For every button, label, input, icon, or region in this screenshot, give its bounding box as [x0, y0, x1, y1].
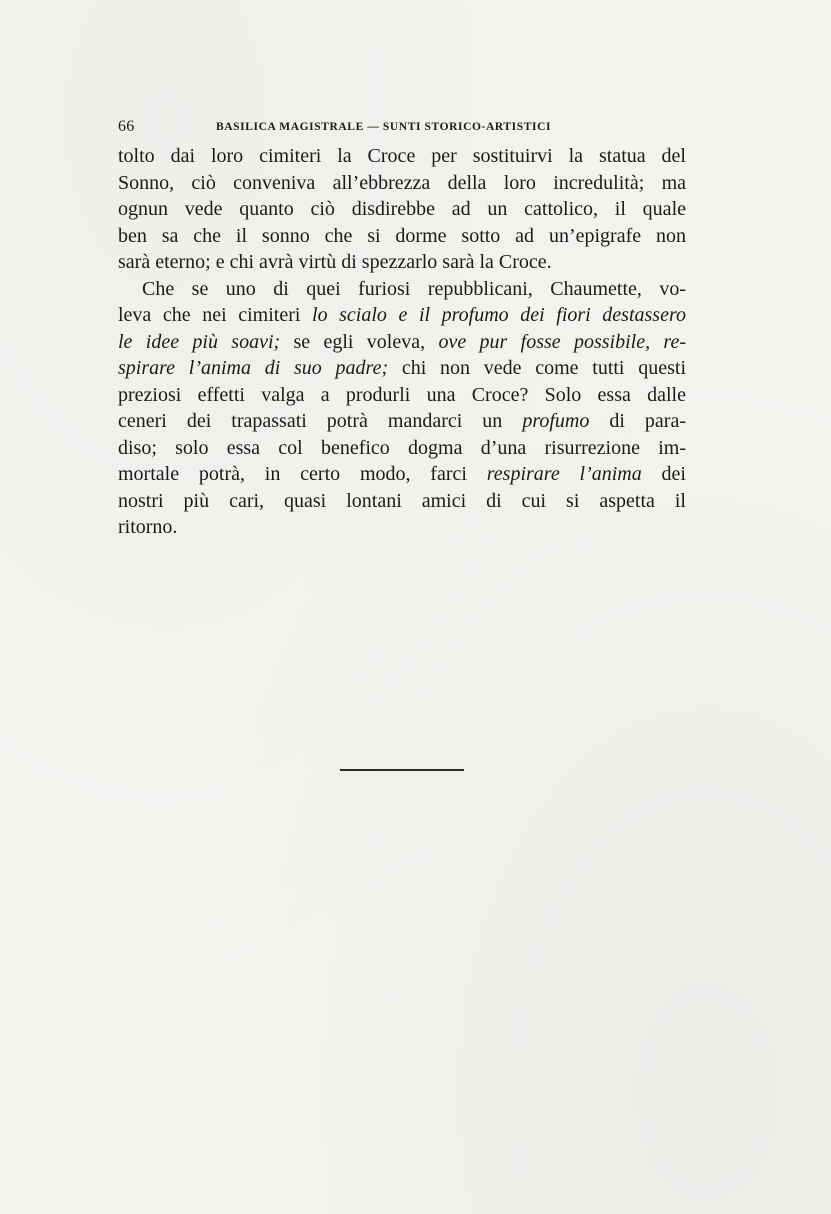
text-segment: ben sa che il sonno che si dorme sotto ad un’epigrafe non — [118, 224, 686, 247]
text-segment: chi non vede come tutti questi — [388, 357, 686, 379]
text-line — [118, 143, 686, 170]
text-line — [118, 223, 686, 250]
text-segment: sarà eterno; e chi avrà virtù di spezzarlo sarà la Croce. — [118, 251, 552, 273]
text-segment: leva che nei cimiteri — [118, 304, 313, 326]
italic-phrase: spirare l’anima di suo padre; — [118, 357, 389, 379]
text-segment: di para- — [589, 410, 686, 432]
italic-phrase: ove pur fosse possibile, re- — [438, 330, 686, 353]
text-line — [118, 488, 686, 515]
text-segment: dei — [641, 463, 686, 485]
text-line — [118, 435, 686, 462]
running-header — [118, 118, 686, 138]
text-line — [118, 276, 686, 303]
text-segment: se egli voleva, — [280, 330, 439, 353]
text-segment: ritorno. — [118, 516, 178, 538]
text-line — [118, 302, 686, 329]
text-segment: ceneri dei trapassati potrà mandarci un — [118, 410, 523, 432]
text-line — [118, 249, 686, 276]
text-line — [118, 461, 686, 488]
italic-phrase: respirare l’anima — [486, 463, 642, 485]
text-segment: nostri più cari, quasi lontani amici di cui si aspetta il — [118, 489, 686, 512]
italic-phrase: profumo — [522, 410, 590, 432]
italic-phrase: lo scialo e il profumo dei fiori destassero — [312, 304, 687, 326]
text-line — [118, 408, 686, 435]
running-title: BASILICA MAGISTRALE — SUNTI STORICO-ARTISTICI — [216, 121, 552, 133]
text-line — [118, 196, 686, 223]
text-segment: preziosi effetti valga a produrli una Croce? Solo essa dalle — [118, 383, 686, 406]
italic-phrase: le idee più soavi; — [118, 330, 281, 353]
text-line — [118, 355, 686, 382]
page-number: 66 — [118, 118, 135, 135]
text-line — [118, 514, 686, 541]
text-segment: Che se uno di quei furiosi repubblicani, Chaumette, vo- — [142, 277, 686, 300]
body-paragraphs — [118, 143, 686, 541]
section-end-rule — [340, 769, 464, 771]
text-line — [118, 382, 686, 409]
text-segment: tolto dai loro cimiteri la Croce per sostituirvi la statua del — [118, 145, 686, 167]
text-line — [118, 170, 686, 197]
text-segment: mortale potrà, in certo modo, farci — [118, 463, 487, 485]
text-segment: diso; solo essa col benefico dogma d’una risurrezione im- — [118, 436, 686, 459]
text-segment: ognun vede quanto ciò disdirebbe ad un cattolico, il quale — [118, 198, 686, 220]
text-segment: Sonno, ciò conveniva all’ebbrezza della loro incredulità; ma — [118, 171, 686, 194]
text-line — [118, 329, 686, 356]
